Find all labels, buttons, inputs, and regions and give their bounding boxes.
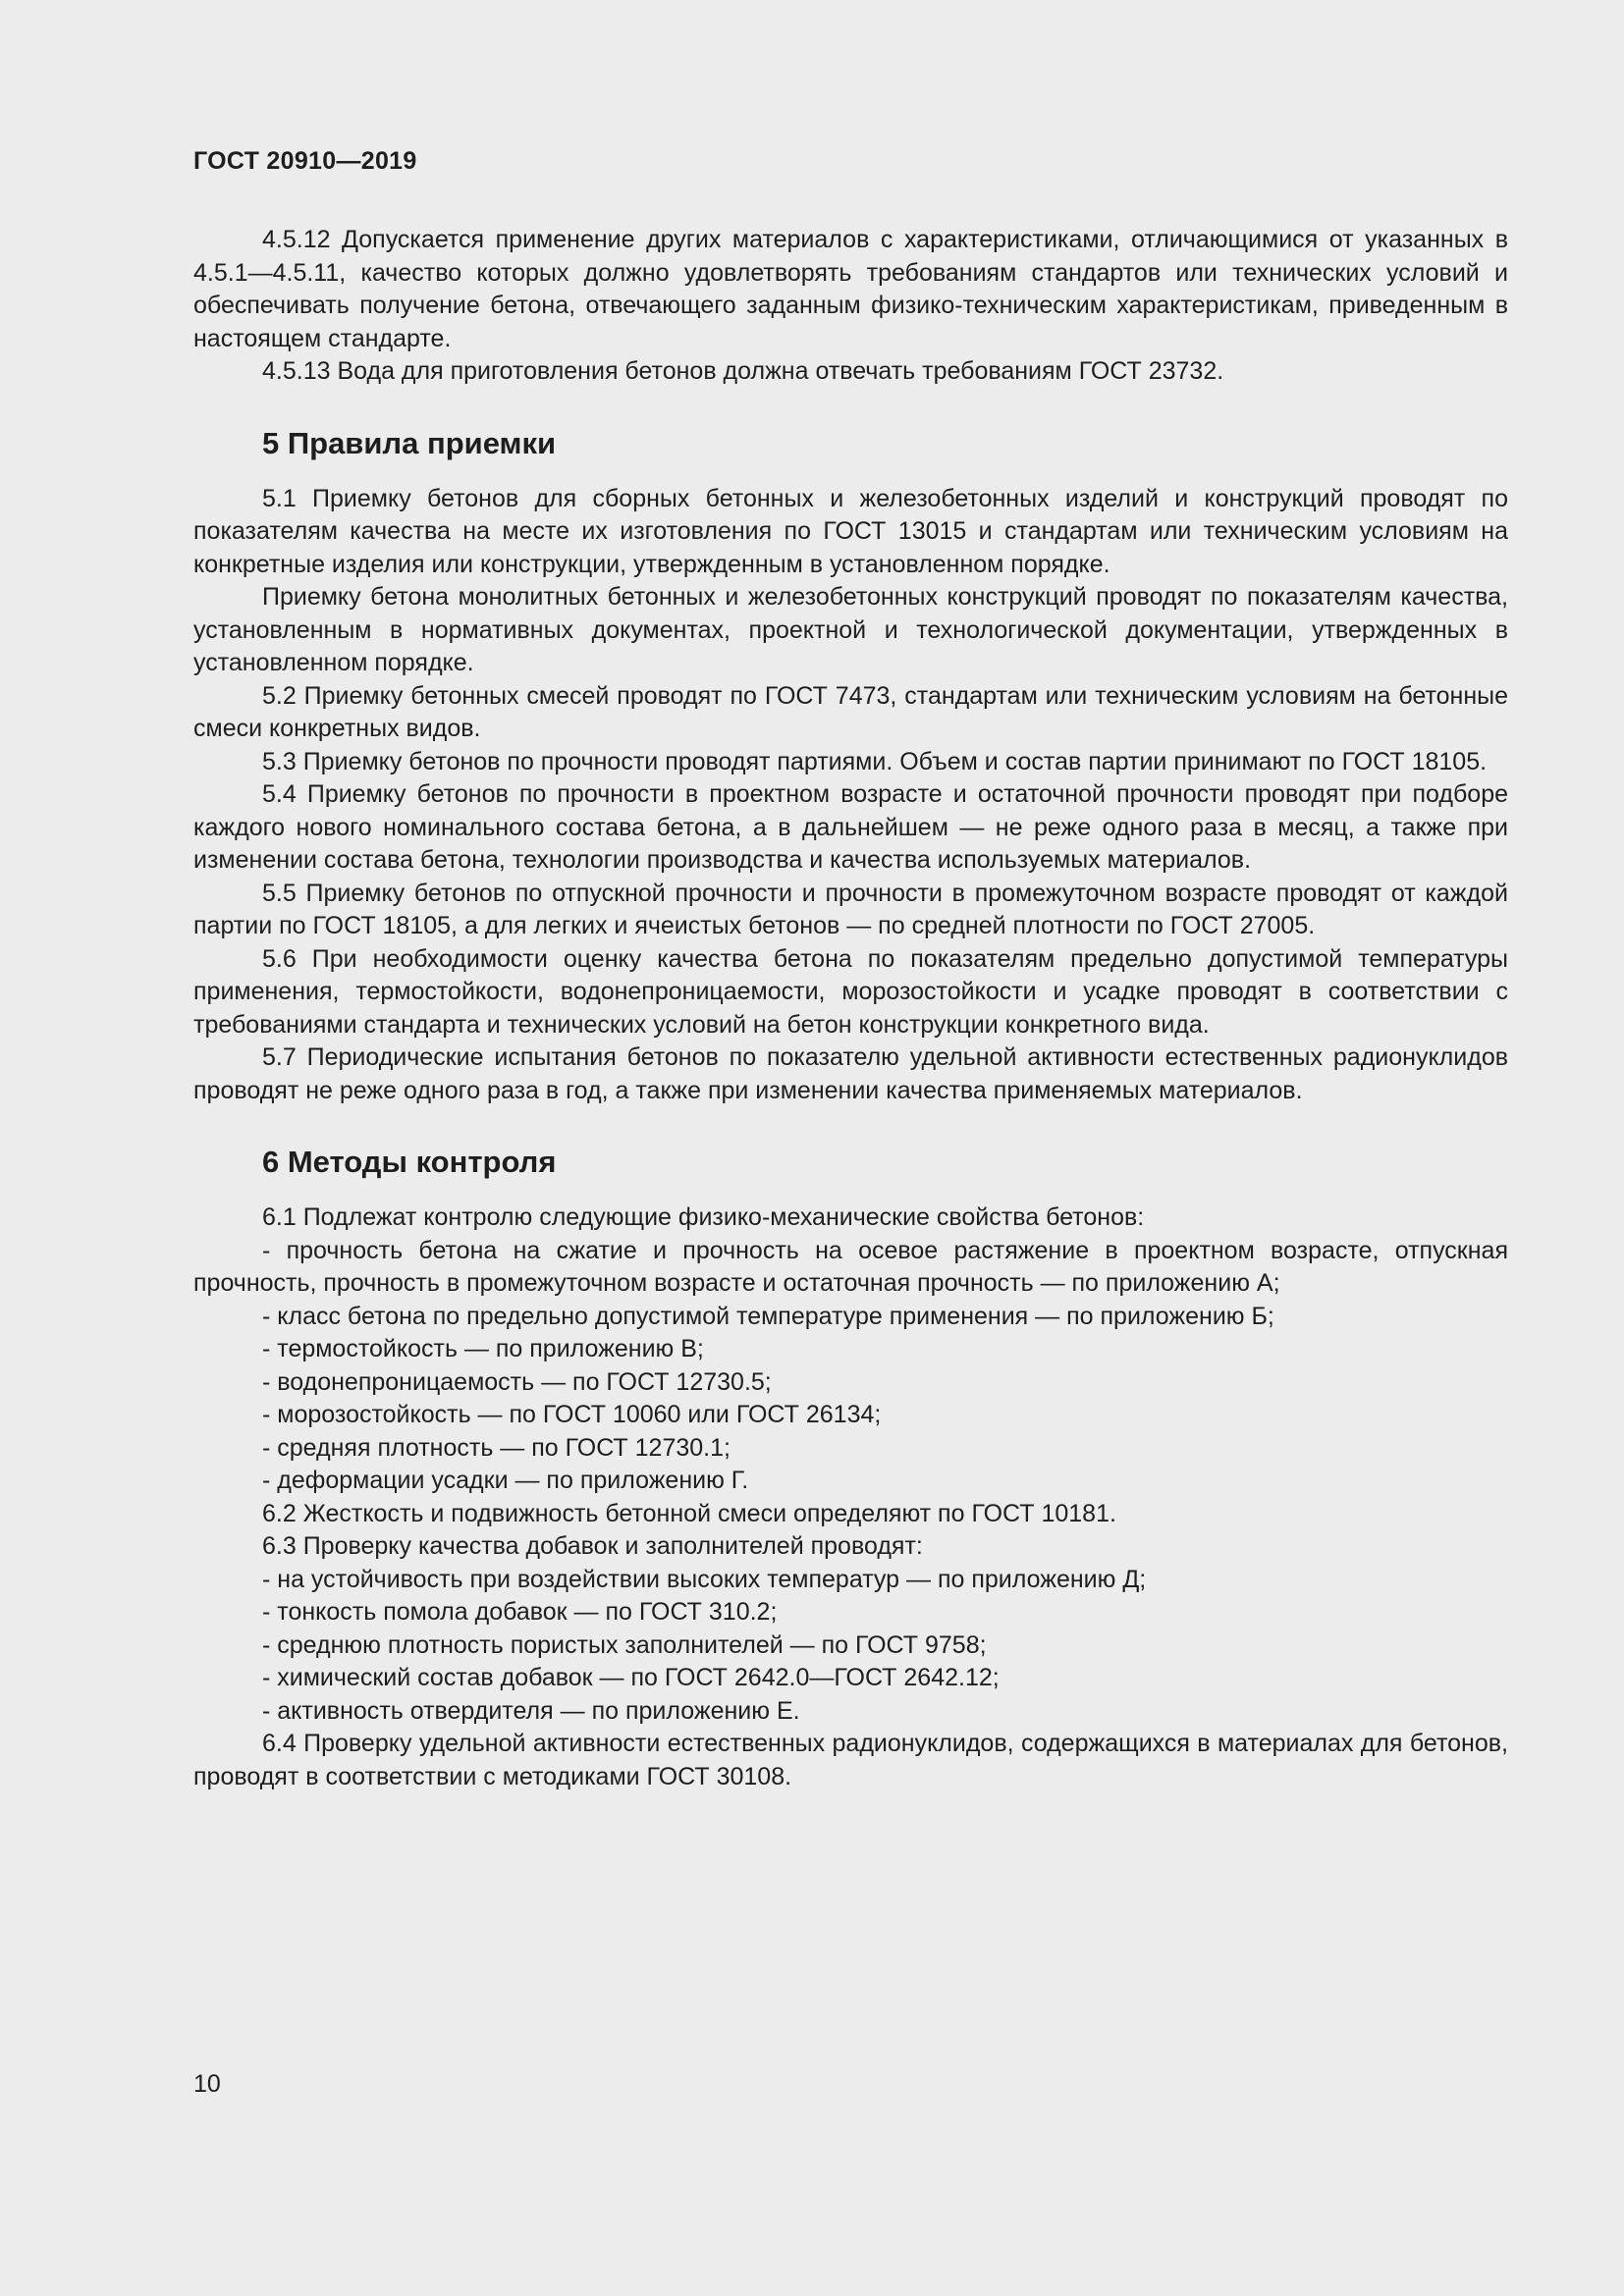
list-item-6-3: - химический состав добавок — по ГОСТ 2642.0—ГОСТ 2642.12; — [262, 1664, 1000, 1691]
page-body — [193, 224, 1508, 1793]
paragraph-4-5-13: 4.5.13 Вода для приготовления бетонов должна отвечать требованиям ГОСТ 23732. — [262, 357, 1224, 385]
list-item-6-3: - среднюю плотность пористых заполнителей — по ГОСТ 9758; — [262, 1630, 987, 1659]
list-item-6-3: - тонкость помола добавок — по ГОСТ 310.2; — [262, 1598, 778, 1626]
paragraph-6-2: 6.2 Жесткость и подвижность бетонной смеси определяют по ГОСТ 10181. — [262, 1499, 1116, 1527]
paragraph-6-1: 6.1 Подлежат контролю следующие физико-механические свойства бетонов: — [262, 1203, 1145, 1231]
list-item-6-1: - средняя плотность — по ГОСТ 12730.1; — [262, 1433, 731, 1462]
section-6-heading: 6 Методы контроля — [262, 1145, 557, 1179]
paragraph-6-3: 6.3 Проверку качества добавок и заполнителей проводят: — [262, 1532, 923, 1560]
list-item-6-1: - прочность бетона на сжатие и прочность на осевое растяжение в проектном возрасте, отпускная прочность, прочность в промежуточном возрасте и остаточная прочность — по приложению А; — [193, 1236, 1508, 1297]
paragraph-5-1: 5.1 Приемку бетонов для сборных бетонных и железобетонных изделий и конструкций проводят по показателям качества на месте их изготовления по ГОСТ 13015 и стандартам или техническим условиям на конкретные изделия или конструкции, утвержденным в установленном порядке. — [193, 484, 1508, 578]
paragraph-4-5-12: 4.5.12 Допускается применение других материалов с характеристиками, отличающимися от указанных в 4.5.1—4.5.11, качество которых должно удовлетворять требованиям стандартов или технических условий и обеспечивать получение бетона, отвечающего заданным физико-техническим характеристикам, приведенным в настоящем стандарте. — [193, 226, 1508, 352]
list-item-6-3: - на устойчивость при воздействии высоких температур — по приложению Д; — [262, 1565, 1147, 1593]
document-header: ГОСТ 20910—2019 — [193, 147, 417, 175]
paragraph-5-5: 5.5 Приемку бетонов по отпускной прочности и прочности в промежуточном возрасте проводят от каждой партии по ГОСТ 18105, а для легких и ячеистых бетонов — по средней плотности по ГОСТ 27005. — [193, 879, 1508, 939]
paragraph-5-7: 5.7 Периодические испытания бетонов по показателю удельной активности естественных радионуклидов проводят не реже одного раза в год, а также при изменении качества применяемых материалов. — [193, 1043, 1508, 1104]
list-item-6-1: - морозостойкость — по ГОСТ 10060 или ГОСТ 26134; — [262, 1401, 882, 1428]
paragraph-5-6: 5.6 При необходимости оценку качества бетона по показателям предельно допустимой температуры применения, термостойкости, водонепроницаемости, морозостойкости и усадке проводят в соответствии с требованиями стандарта и технических условий на бетон конструкции конкретного вида. — [193, 944, 1508, 1039]
page-number: 10 — [193, 2070, 221, 2098]
list-item-6-1: - класс бетона по предельно допустимой температуре применения — по приложению Б; — [262, 1302, 1274, 1330]
paragraph-5-4: 5.4 Приемку бетонов по прочности в проектном возрасте и остаточной прочности проводят при подборе каждого нового номинального состава бетона, а в дальнейшем — не реже одного раза в месяц, а также при изменении состава бетона, технологии производства и качества используемых материалов. — [193, 780, 1508, 874]
paragraph-6-4: 6.4 Проверку удельной активности естественных радионуклидов, содержащихся в материалах для бетонов, проводят в соответствии с методиками ГОСТ 30108. — [193, 1730, 1508, 1790]
paragraph-5-2: 5.2 Приемку бетонных смесей проводят по ГОСТ 7473, стандартам или техническим условиям на бетонные смеси конкретных видов. — [193, 681, 1508, 742]
list-item-6-1: - деформации усадки — по приложению Г. — [262, 1467, 749, 1494]
list-item-6-1: - водонепроницаемость — по ГОСТ 12730.5; — [262, 1367, 772, 1396]
list-item-6-3: - активность отвердителя — по приложению Е. — [262, 1696, 800, 1725]
section-5-heading: 5 Правила приемки — [262, 425, 557, 460]
paragraph-5-3: 5.3 Приемку бетонов по прочности проводят партиями. Объем и состав партии принимают по ГОСТ 18105. — [262, 747, 1488, 775]
list-item-6-1: - термостойкость — по приложению В; — [262, 1335, 704, 1362]
paragraph-5-1-continued: Приемку бетона монолитных бетонных и железобетонных конструкций проводят по показателям качества, установленным в нормативных документах, проектной и технологической документации, утвержденных в установленном порядке. — [193, 583, 1508, 676]
